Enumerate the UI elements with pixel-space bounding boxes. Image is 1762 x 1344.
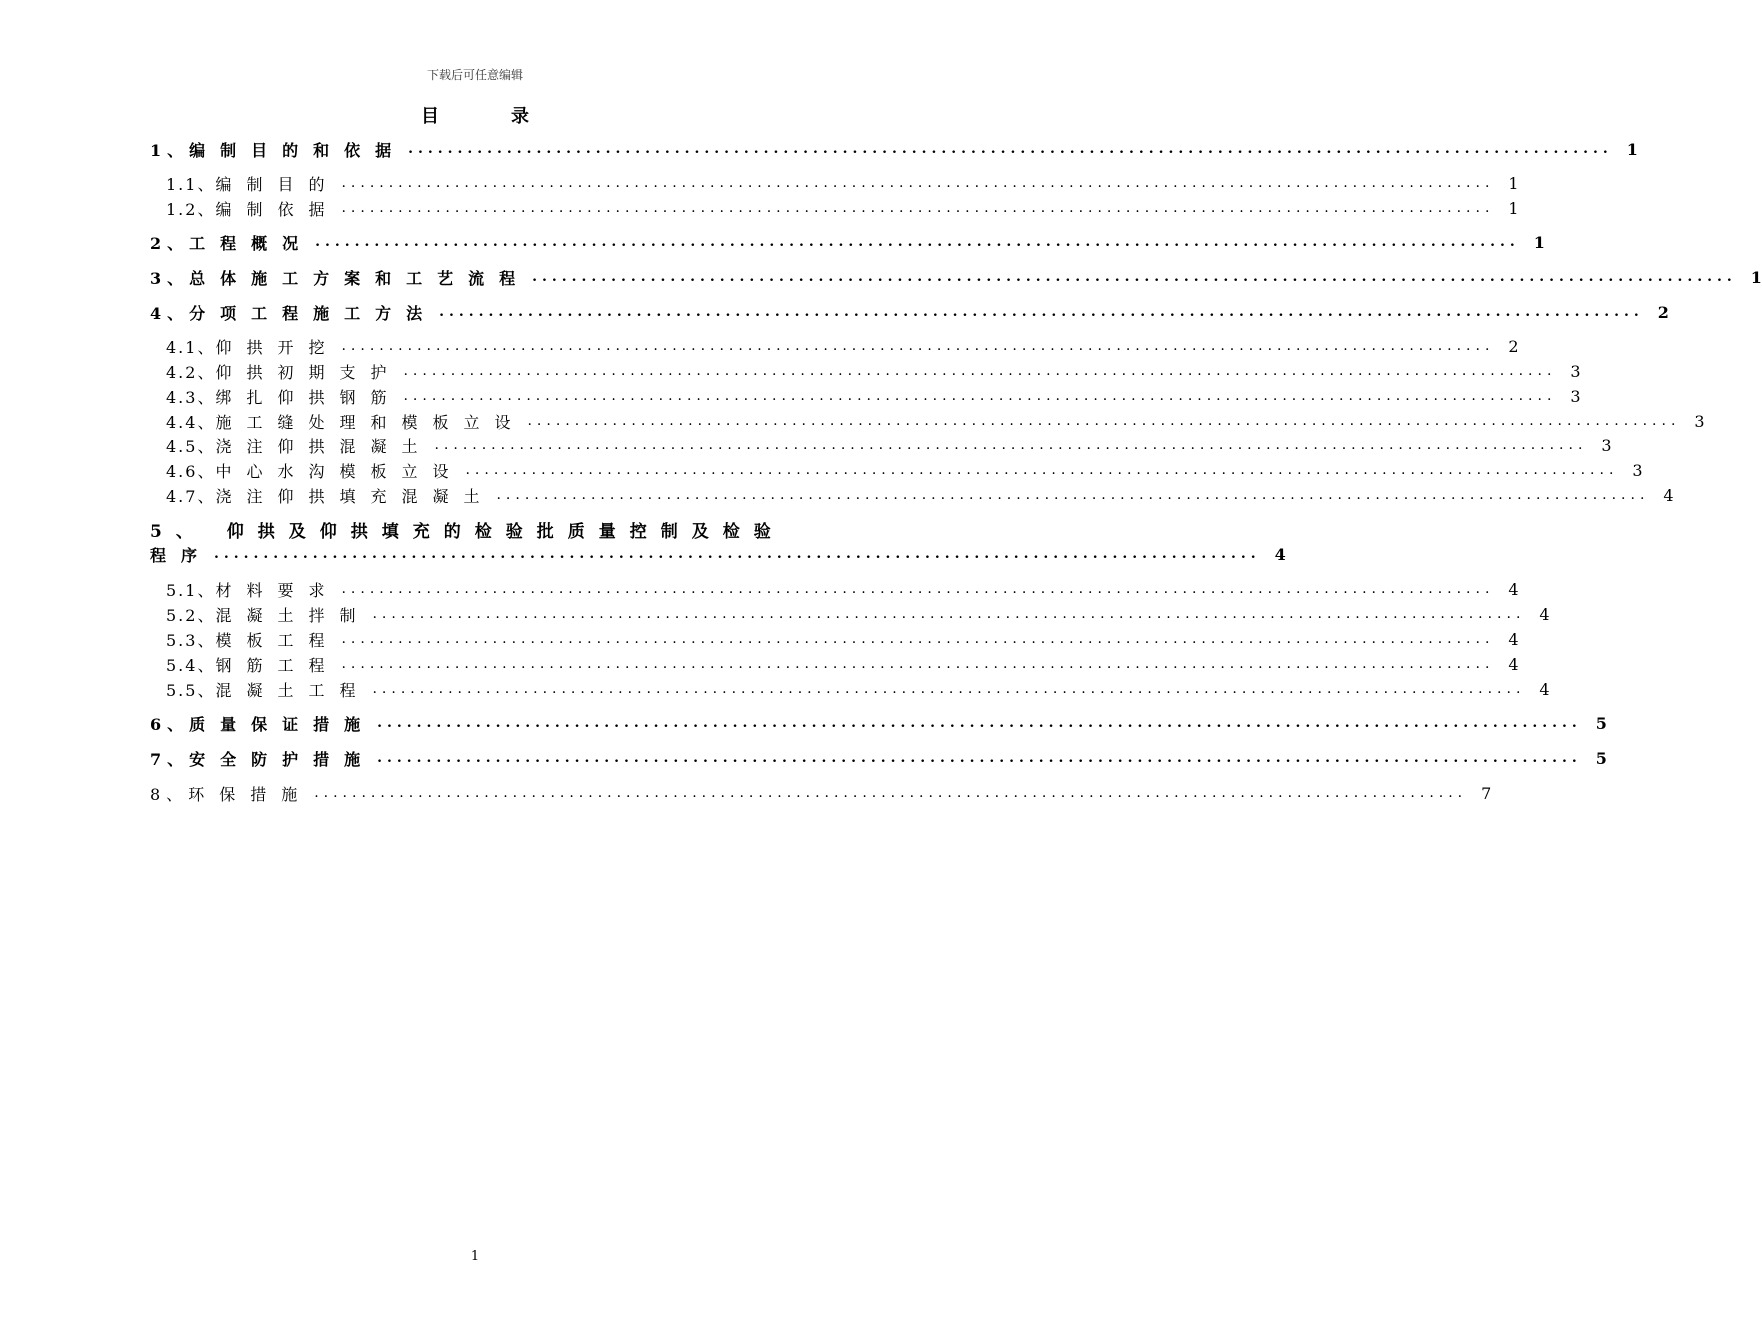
dot-leader: .......................................................................................................................... xyxy=(341,175,1495,191)
toc-entry-text: 安全防护措施 xyxy=(189,749,376,769)
toc-title: 目录 xyxy=(421,106,601,127)
toc-entry[interactable] xyxy=(166,409,1705,433)
toc-entry-text: 材料要求 xyxy=(215,580,340,600)
toc-entry[interactable] xyxy=(150,300,1669,324)
toc-entry-page: 5 xyxy=(1595,748,1607,768)
toc-entry-number: 8、 xyxy=(150,784,189,804)
toc-entry-page: 2 xyxy=(1657,302,1669,322)
toc-entry-number: 4.5、 xyxy=(166,436,216,456)
toc-entry[interactable] xyxy=(166,433,1612,457)
toc-entry-number: 5.1、 xyxy=(166,580,216,600)
toc-entry[interactable] xyxy=(150,137,1638,161)
toc-entry-number: 7、 xyxy=(150,749,190,769)
dot-leader: .......................................................................................................................... xyxy=(314,785,1468,801)
toc-entry[interactable] xyxy=(150,746,1607,770)
toc-entry-page: 1 xyxy=(1508,198,1519,218)
toc-entry-page: 3 xyxy=(1694,411,1705,431)
toc-entry-text: 编制目的 xyxy=(215,174,340,194)
toc-entry[interactable] xyxy=(166,334,1519,358)
toc-entry-text: 混凝土拌制 xyxy=(215,605,371,625)
toc-entry-text: 总体施工方案和工艺流程 xyxy=(189,268,531,288)
dot-leader: .......................................................................................................................... xyxy=(341,631,1495,647)
dot-leader: .......................................................................................................................... xyxy=(341,338,1495,354)
toc-entry-page: 5 xyxy=(1595,713,1607,733)
toc-entry-number: 4.1、 xyxy=(166,337,216,357)
toc-entry-text: 工程概况 xyxy=(189,233,314,253)
toc-entry-5-page: 4 xyxy=(1274,544,1286,564)
toc-entry-number: 1.1、 xyxy=(166,174,216,194)
toc-entry-5-text: 程序 xyxy=(150,545,213,565)
toc-entry-page: 1 xyxy=(1626,139,1638,159)
dot-leader: .......................................................................................................................... xyxy=(465,462,1619,478)
dot-leader: .......................................................................................................................... xyxy=(527,413,1681,429)
toc-entry[interactable] xyxy=(166,652,1519,676)
toc-entry[interactable] xyxy=(166,384,1581,408)
toc-entry-page: 7 xyxy=(1481,783,1492,803)
toc-entry-text: 编制依据 xyxy=(215,199,340,219)
toc-entry-5-line2[interactable] xyxy=(150,542,1286,566)
toc-entry-page: 4 xyxy=(1539,679,1550,699)
page-header: 下载后可任意编辑 xyxy=(426,68,523,82)
toc-entry-page: 3 xyxy=(1570,361,1581,381)
toc-entry-page: 4 xyxy=(1508,654,1519,674)
dot-leader: .......................................................................................................................... xyxy=(377,750,1582,766)
toc-entry-number: 5.2、 xyxy=(166,605,216,625)
toc-entry-text: 绑扎仰拱钢筋 xyxy=(215,387,402,407)
toc-entry-text: 编制目的和依据 xyxy=(189,140,407,160)
toc-entry-number: 1、 xyxy=(150,140,190,160)
toc-entry-text: 仰拱开挖 xyxy=(215,337,340,357)
toc-entry[interactable] xyxy=(150,711,1607,735)
dot-leader: .......................................................................................................................... xyxy=(532,269,1737,285)
toc-entry-number: 2、 xyxy=(150,233,190,253)
toc-entry-page: 3 xyxy=(1570,386,1581,406)
toc-entry-text: 环保措施 xyxy=(188,784,313,804)
toc-entry-text: 模板工程 xyxy=(215,630,340,650)
toc-entry-5-line1[interactable]: 5、 仰拱及仰拱填充的检验批质量控制及检验 xyxy=(150,522,785,542)
dot-leader: .......................................................................................................................... xyxy=(341,581,1495,597)
dot-leader: .......................................................................................................... xyxy=(214,546,1261,562)
toc-entry-number: 1.2、 xyxy=(166,199,216,219)
toc-entry[interactable] xyxy=(166,483,1674,507)
toc-entry[interactable] xyxy=(166,627,1519,651)
dot-leader: .......................................................................................................................... xyxy=(408,141,1613,157)
toc-entry[interactable] xyxy=(166,677,1550,701)
toc-entry-page: 4 xyxy=(1508,629,1519,649)
toc-entry-page: 3 xyxy=(1601,435,1612,455)
toc-entry[interactable] xyxy=(166,458,1643,482)
toc-entry-page: 2 xyxy=(1508,336,1519,356)
dot-leader: .......................................................................................................................... xyxy=(341,656,1495,672)
toc-entry-number: 4.7、 xyxy=(166,486,216,506)
toc-entry-text: 质量保证措施 xyxy=(189,714,376,734)
toc-entry-number: 5.5、 xyxy=(166,680,216,700)
dot-leader: .......................................................................................................................... xyxy=(315,234,1520,250)
toc-entry[interactable] xyxy=(166,171,1519,195)
dot-leader: .......................................................................................................................... xyxy=(372,681,1526,697)
toc-entry-page: 4 xyxy=(1508,579,1519,599)
toc-entry-number: 6、 xyxy=(150,714,190,734)
dot-leader: .......................................................................................................................... xyxy=(372,606,1526,622)
toc-entry-page: 3 xyxy=(1632,460,1643,480)
toc-entry-number: 4.2、 xyxy=(166,362,216,382)
toc-entry-text: 中心水沟模板立设 xyxy=(215,461,464,481)
toc-entry-text: 浇注仰拱填充混凝土 xyxy=(215,486,495,506)
toc-entry-number: 4.4、 xyxy=(166,412,216,432)
dot-leader: .......................................................................................................................... xyxy=(496,487,1650,503)
toc-entry-page: 1 xyxy=(1533,232,1545,252)
toc-entry-page: 4 xyxy=(1539,604,1550,624)
toc-entry-number: 5.4、 xyxy=(166,655,216,675)
toc-entry[interactable] xyxy=(166,359,1581,383)
toc-entry[interactable] xyxy=(150,230,1545,254)
toc-entry-number: 4.6、 xyxy=(166,461,216,481)
toc-entry[interactable] xyxy=(166,577,1519,601)
toc-entry-text: 混凝土工程 xyxy=(215,680,371,700)
toc-entry-page: 4 xyxy=(1663,485,1674,505)
dot-leader: .......................................................................................................................... xyxy=(377,715,1582,731)
toc-entry[interactable] xyxy=(150,781,1492,805)
toc-entry-text: 施工缝处理和模板立设 xyxy=(215,412,526,432)
toc-entry-text: 仰拱初期支护 xyxy=(215,362,402,382)
toc-entry[interactable] xyxy=(166,196,1519,220)
page-number: 1 xyxy=(470,1249,480,1264)
toc-entry-text: 浇注仰拱混凝土 xyxy=(215,436,433,456)
toc-entry-page: 1 xyxy=(1750,267,1762,287)
toc-entry[interactable] xyxy=(166,602,1550,626)
toc-entry-page: 1 xyxy=(1508,173,1519,193)
dot-leader: .......................................................................................................................... xyxy=(439,304,1644,320)
dot-leader: .......................................................................................................................... xyxy=(434,437,1588,453)
toc-entry-number: 4.3、 xyxy=(166,387,216,407)
toc-entry-number: 5.3、 xyxy=(166,630,216,650)
dot-leader: .......................................................................................................................... xyxy=(403,388,1557,404)
toc-entry-text: 钢筋工程 xyxy=(215,655,340,675)
dot-leader: .......................................................................................................................... xyxy=(403,363,1557,379)
toc-entry-text: 分项工程施工方法 xyxy=(189,303,438,323)
toc-entry[interactable] xyxy=(150,265,1762,289)
dot-leader: .......................................................................................................................... xyxy=(341,200,1495,216)
toc-entry-number: 3、 xyxy=(150,268,190,288)
toc-entry-number: 4、 xyxy=(150,303,190,323)
